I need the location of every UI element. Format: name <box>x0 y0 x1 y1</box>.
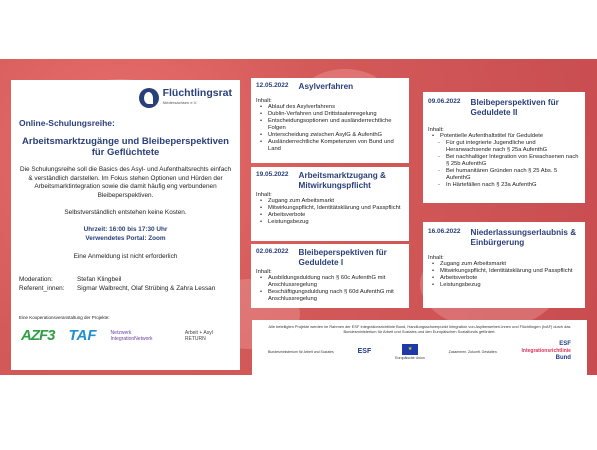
portal-text: Verwendetes Portal: Zoom <box>85 234 166 242</box>
inhalt-label: Inhalt: <box>256 269 272 275</box>
list-item: • Mitwirkungspflicht, Identitätsklärung und Passpflicht <box>428 268 580 275</box>
moderation-value: Stefan Klingbeil <box>77 276 122 283</box>
esf-bund-bottom: Bund <box>555 355 571 361</box>
list-subitem: - Bei nachhaltiger Integration von Erwachsenen nach § 25b AufenthG <box>428 154 580 168</box>
moderation-row <box>19 276 232 285</box>
referent-label: Referent_innen: <box>19 284 65 292</box>
org-logo <box>19 88 232 108</box>
session-date: 02.06.2022 <box>256 248 289 255</box>
registration-note: Eine Anmeldung ist nicht erforderlich <box>73 253 178 260</box>
session-card <box>251 244 409 308</box>
session-subitems <box>428 140 580 189</box>
list-item: • Arbeitsverbote <box>256 212 404 219</box>
time-text: Uhrzeit: 16:00 bis 17:30 Uhr <box>83 226 168 233</box>
netzwerk-logo: Netzwerk IntegrationNetwork <box>110 329 153 342</box>
bmas-logo: Bundesministerium für Arbeit und Soziales <box>268 349 334 354</box>
inhalt-label: Inhalt: <box>256 192 272 198</box>
list-item: • Entscheidungsoptionen und ausländerrechtliche Folgen <box>256 118 404 132</box>
session-title: Niederlassungserlaubnis & Einbürgerung <box>470 228 577 247</box>
session-title: Bleibeperspektiven für Geduldete II <box>470 98 559 117</box>
cost-note: Selbstverständlich entstehen keine Kosten. <box>64 209 187 216</box>
referent-value: Sigmar Walbrecht, Olaf Strübing & Zahra Lessan <box>77 284 216 292</box>
session-items <box>256 275 404 303</box>
esf-bund-mid: Integrationsrichtlinie <box>521 348 571 354</box>
esf-logo: ESF <box>357 348 372 355</box>
coop-text: Eine Kooperationsveranstaltung der Projekte: <box>19 315 110 320</box>
eu-logo <box>395 344 425 360</box>
moderation-label: Moderation: <box>19 276 53 283</box>
session-title: Arbeitsmarktzugang & Mitwirkungspflicht <box>298 171 386 190</box>
list-item: • Zugang zum Arbeitsmarkt <box>428 261 580 268</box>
list-item: • Zugang zum Arbeitsmarkt <box>256 198 404 205</box>
list-item: • Leistungsbezug <box>256 219 404 226</box>
description: Die Schulungsreihe soll die Basics des Asyl- und Aufenthaltsrechts einfach & verständlich darstellen. Im Fokus stehen Optionen und Hürden der Arbeitsmarktintegration sowie die damit häufig eng verbundenen Bleibeperspektiven. <box>19 166 231 199</box>
taf-logo: TAF <box>68 327 97 344</box>
list-item: • Beschäftigungsduldung nach § 60d AufenthG mit Anschlussregelung <box>256 289 404 303</box>
list-item: • Arbeitsverbote <box>428 275 580 282</box>
list-item: • Dublin-Verfahren und Drittstaatenregelung <box>256 111 404 118</box>
list-item: • Ausbildungsduldung nach § 60c AufenthG mit Anschlussregelung <box>256 275 404 289</box>
series-label: Online-Schulungsreihe: <box>19 118 115 128</box>
funding-text: Alle beteiligten Projekte werden im Rahmen der ESF Integrationsrichtlinie Bund, Handlungsschwerpunkt Integration von Asylbewerber/-innen und Flüchtlingen (IvAF) durch das Bundesministerium für Arbeit und Soziales und den Europäischen Sozialfonds gefördert. <box>268 324 571 334</box>
eu-flag-icon <box>402 344 418 355</box>
inhalt-label: Inhalt: <box>428 127 444 133</box>
page-title: Arbeitsmarktzugänge und Bleibeperspektiven für Geflüchtete <box>22 136 229 158</box>
session-card <box>423 222 585 308</box>
funding-logos <box>258 341 581 362</box>
session-items <box>256 104 404 153</box>
list-item: • Ausländerrechtliche Kompetenzen von Bund und Land <box>256 139 404 153</box>
referent-row <box>19 285 232 294</box>
intro-card <box>11 80 240 370</box>
inhalt-label: Inhalt: <box>256 97 272 104</box>
list-item: • Unterscheidung zwischen AsylG & AufenthG <box>256 132 404 139</box>
azf3-logo: AZF3 <box>21 327 55 344</box>
session-items <box>428 261 580 289</box>
session-title: Bleibeperspektiven für Geduldete I <box>298 248 387 267</box>
session-date: 12.05.2022 <box>256 82 289 89</box>
session-date: 19.05.2022 <box>256 171 289 178</box>
time-info <box>19 226 232 243</box>
list-subitem: - Für gut integrierte Jugendliche und Heranwachsende nach § 25a AufenthG <box>428 140 580 154</box>
session-date: 09.06.2022 <box>428 98 461 105</box>
list-item: • Mitwirkungspflicht, Identitätsklärung und Passpflicht <box>256 205 404 212</box>
esf-bund-top: ESF <box>559 341 571 347</box>
together-logo: Zusammen. Zukunft. Gestalten. <box>448 349 498 354</box>
fluechtlingsrat-logo-icon <box>139 88 159 108</box>
session-card <box>251 78 409 163</box>
inhalt-label: Inhalt: <box>428 255 444 261</box>
list-subitem: - Bei humanitären Gründen nach § 25 Abs. 5 AufenthG <box>428 168 580 182</box>
list-item: • Potentielle Aufenthaltstitel für Geduldete <box>428 133 580 140</box>
eu-label: Europäische Union <box>395 355 425 360</box>
org-name: Flüchtlingsrat Niedersachsen e.V. <box>163 88 232 108</box>
list-item: • Ablauf des Asylverfahrens <box>256 104 404 111</box>
session-card <box>251 167 409 241</box>
people-list <box>19 276 232 293</box>
session-items <box>256 198 404 226</box>
session-items <box>428 133 580 140</box>
org-sub: Niedersachsen e.V. <box>162 100 198 105</box>
funding-footer <box>252 320 587 375</box>
list-item: • Leistungsbezug <box>428 282 580 289</box>
list-subitem: - In Härtefällen nach § 23a AufenthG <box>428 182 580 189</box>
session-date: 16.06.2022 <box>428 228 461 235</box>
session-card <box>423 92 585 203</box>
session-title: Asylverfahren <box>298 82 354 91</box>
return-logo: Arbeit + Asyl RETURN <box>184 329 213 342</box>
esf-bund-logo <box>522 341 571 362</box>
partner-logos <box>19 327 232 344</box>
